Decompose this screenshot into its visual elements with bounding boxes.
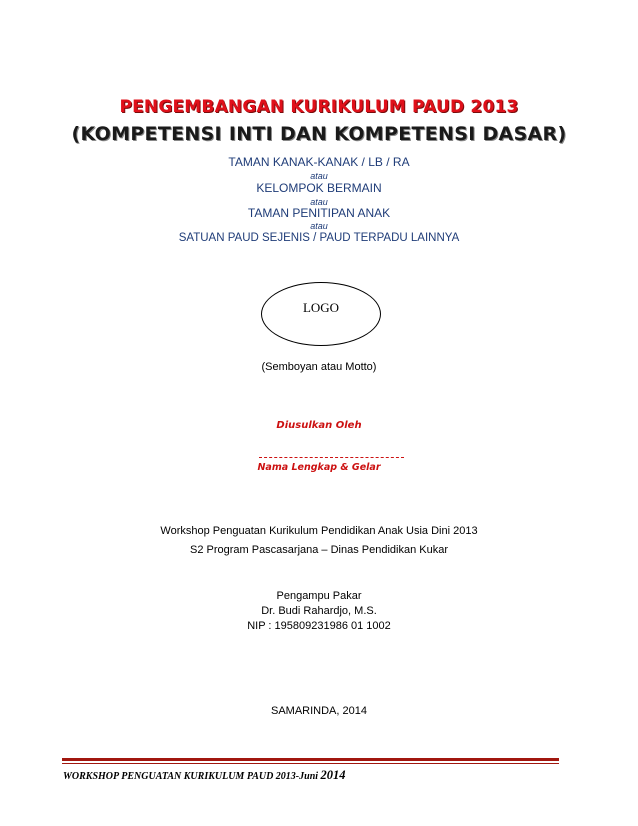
footer-rule-thick <box>62 758 559 761</box>
proposer-name-placeholder: Nama Lengkap & Gelar <box>257 462 381 473</box>
institution-option-tk: TAMAN KANAK-KANAK / LB / RA <box>228 155 410 169</box>
institution-or-3: atau <box>310 221 328 231</box>
place-date: SAMARINDA, 2014 <box>271 705 367 717</box>
expert-nip: NIP : 195809231986 01 1002 <box>247 620 391 632</box>
signature-line <box>259 457 404 458</box>
footer-text: WORKSHOP PENGUATAN KURIKULUM PAUD 2013-Juni <box>63 771 321 782</box>
expert-name: Dr. Budi Rahardjo, M.S. <box>261 605 377 617</box>
footer-year: 2014 <box>320 768 346 782</box>
workshop-organizer: S2 Program Pascasarjana – Dinas Pendidikan Kukar <box>189 544 449 556</box>
document-subtitle: (KOMPETENSI INTI DAN KOMPETENSI DASAR) <box>71 123 567 145</box>
institution-or-1: atau <box>310 171 328 181</box>
expert-role: Pengampu Pakar <box>276 590 362 602</box>
institution-option-kb: KELOMPOK BERMAIN <box>256 181 382 195</box>
workshop-title: Workshop Penguatan Kurikulum Pendidikan Anak Usia Dini 2013 <box>160 525 478 537</box>
institution-option-tpa: TAMAN PENITIPAN ANAK <box>247 206 391 220</box>
motto-text: (Semboyan atau Motto) <box>261 361 377 373</box>
institution-option-sps: SATUAN PAUD SEJENIS / PAUD TERPADU LAINNYA <box>178 232 460 244</box>
footer-rule-thin <box>62 763 559 764</box>
institution-or-2: atau <box>310 197 328 207</box>
logo-label: LOGO <box>302 300 340 315</box>
page-footer <box>63 768 346 783</box>
logo-placeholder <box>261 282 381 346</box>
document-title: PENGEMBANGAN KURIKULUM PAUD 2013 <box>119 97 519 117</box>
proposer-heading: Diusulkan Oleh <box>276 420 362 431</box>
